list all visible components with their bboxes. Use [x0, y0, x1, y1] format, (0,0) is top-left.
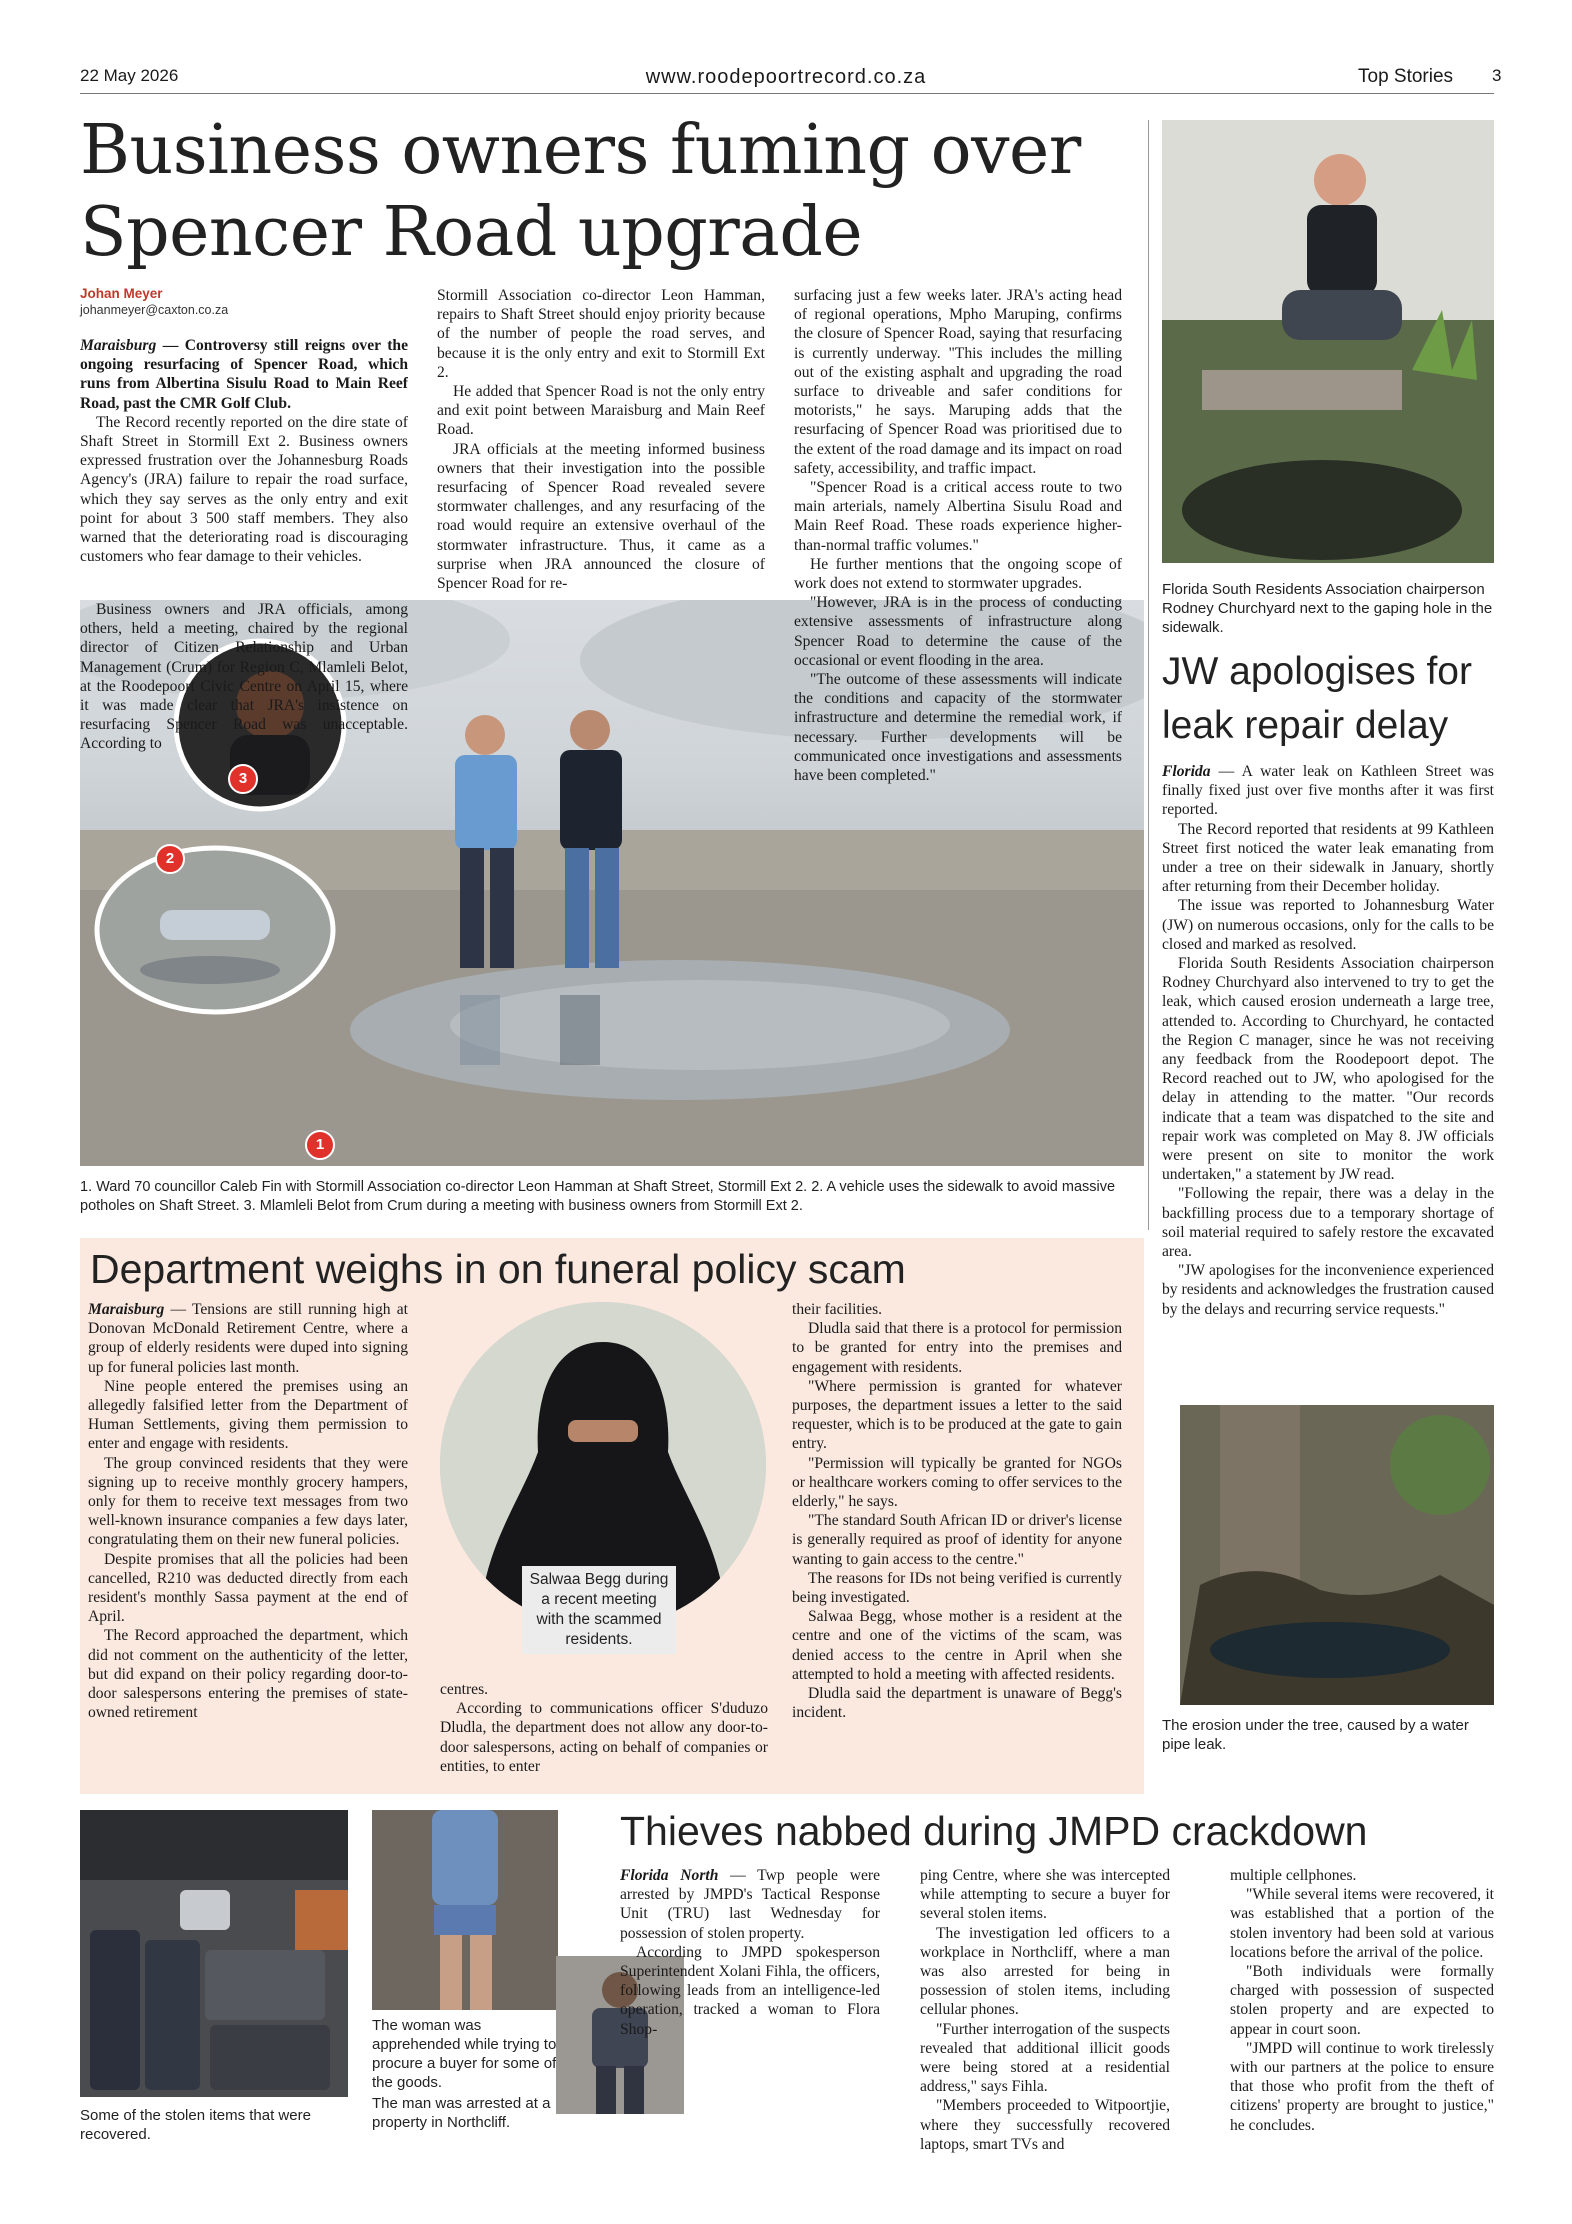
- thieves-col2: [920, 1866, 1170, 2176]
- thieves-paragraph: ping Centre, where she was intercepted while attempting to secure a buyer for several stolen items.: [920, 1867, 1170, 1923]
- main-col2: [437, 286, 765, 626]
- jw-paragraph: "Following the repair, there was a delay in the backfilling process due to a temporary shortage of soil material required to safely restore the excavated area.: [1162, 1185, 1494, 1261]
- main-paragraph: JRA officials at the meeting informed business owners that their investigation into the possible resurfacing of Spencer Road revealed severe stormwater challenges, and any resurfacing of the road would require an extensive overhaul of the stormwater infrastructure. Thus, it came as a surprise when JRA announced the closure of Spencer Road for re-: [437, 440, 765, 593]
- main-paragraph: He further mentions that the ongoing scope of work does not extend to stormwater upgrades.: [794, 555, 1122, 593]
- churchyard-photo: [1162, 120, 1494, 563]
- funeral-paragraph: "The standard South African ID or driver's license is generally required as proof of identity for anyone wanting to gain access to the centre.": [792, 1512, 1122, 1568]
- main-col3: [794, 286, 1122, 846]
- jw-dateline: Florida: [1162, 763, 1211, 780]
- main-paragraph: Business owners and JRA officials, among others, held a meeting, chaired by the regional director of Citizen Relationship and Urban Management (Crum) for Region C, Mlamleli Belot, at the Roodepoort Civic Centre on April 15, where it was made clear that JRA's insistence on resurfacing Spencer Road was unacceptable. According to: [80, 601, 408, 753]
- thieves-lead: — Twp people were arrested by JMPD's Tactical Response Unit (TRU) last Wednesday for possession of stolen property.: [620, 1867, 880, 1942]
- photo-marker-3: 3: [228, 764, 258, 794]
- section-label: Top Stories: [1358, 66, 1454, 87]
- thieves-col1: [620, 1866, 880, 2176]
- thieves-paragraph: According to JMPD spokesperson Superintendent Xolani Fihla, the officers, following leads from an intelligence-led operation, tracked a woman to Flora Shop-: [620, 1943, 880, 2038]
- thieves-paragraph: "Both individuals were formally charged with possession of suspected stolen property and are expected to appear in court soon.: [1230, 1963, 1494, 2038]
- funeral-paragraph: Dludla said that there is a protocol for permission to be granted for entry into the premises and engagement with residents.: [792, 1320, 1122, 1376]
- main-paragraph: "The outcome of these assessments will indicate the conditions and capacity of the stormwater infrastructure and determine the remedial work, if necessary. Further developments will be communicated once investigations and assessments have been completed.": [794, 671, 1122, 785]
- jw-headline: JW apologises for leak repair delay: [1162, 650, 1472, 747]
- sidewalk-hole-illustration: [1162, 120, 1494, 563]
- thieves-col3: [1230, 1866, 1494, 2176]
- funeral-col1: [88, 1300, 408, 1780]
- thieves-paragraph: "Members proceeded to Witpoortjie, where they successfully recovered laptops, smart TVs and: [920, 2097, 1170, 2153]
- jw-paragraph: The issue was reported to Johannesburg Water (JW) on numerous occasions, only for the calls to be closed and marked as resolved.: [1162, 897, 1494, 953]
- jw-paragraph: "JW apologises for the inconvenience experienced by residents and acknowledges the frustration caused by the delays and recurring service requests.": [1162, 1262, 1494, 1318]
- funeral-col3: [792, 1300, 1122, 1784]
- thieves-dateline: Florida North: [620, 1867, 719, 1884]
- funeral-paragraph: Dludla said the department is unaware of Begg's incident.: [792, 1685, 1122, 1722]
- man-caption: The man was arrested at a property in Northcliff.: [372, 2095, 551, 2131]
- header-rule: [80, 93, 1494, 94]
- byline-name: Johan Meyer: [80, 286, 163, 301]
- stolen-items-illustration: [80, 1810, 348, 2097]
- erosion-photo: [1180, 1405, 1494, 1705]
- funeral-paragraph: The Record approached the department, which did not comment on the authenticity of the letter, but did expand on their policy regarding door-to-door salespersons entering the premises of state-owned retirement: [88, 1627, 408, 1722]
- page-number: 3: [1492, 66, 1502, 85]
- thieves-paragraph: "JMPD will continue to work tirelessly with our partners at the police to ensure that those who profit from the theft of citizens' property are brought to justice," he concludes.: [1230, 2039, 1494, 2134]
- thieves-paragraph: The investigation led officers to a workplace in Northcliff, where a man was also arrested for being in possession of stolen items, including cellular phones.: [920, 1924, 1170, 2019]
- churchyard-photo-caption: Florida South Residents Association chairperson Rodney Churchyard next to the gaping hole in the sidewalk.: [1162, 581, 1493, 636]
- main-paragraph: surfacing just a few weeks later. JRA's acting head of regional operations, Mpho Maruping, confirms the closure of Spencer Road, saying that resurfacing is currently underway. "This includes the milling out of the existing asphalt and upgrading the road surface to driveable and safer conditions for motorists," he says. Maruping adds that the resurfacing of Spencer Road was prioritised due to the extent of the road damage and its impact on road safety, accessibility, and traffic impact.: [794, 287, 1122, 477]
- main-col1-lower: [80, 600, 408, 842]
- woman-caption: The woman was apprehended while trying to procure a buyer for some of the goods.: [372, 2017, 557, 2091]
- main-photo-caption: 1. Ward 70 councillor Caleb Fin with Stormill Association co-director Leon Hamman at Shaft Street, Stormill Ext 2. 2. A vehicle uses the sidewalk to avoid massive potholes on Shaft Street. 3. Mlamleli Belot from Crum during a meeting with business owners from Stormill Ext 2.: [80, 1179, 1116, 1214]
- funeral-paragraph: "Permission will typically be granted for NGOs or healthcare workers coming to offer services to the elderly," he says.: [792, 1454, 1122, 1511]
- funeral-paragraph: Nine people entered the premises using an allegedly falsified letter from the Department of Human Settlements, giving them permission to enter and engage with residents.: [88, 1377, 408, 1453]
- jw-lead: — A water leak on Kathleen Street was finally fixed just over five months after it was first reported.: [1162, 763, 1494, 819]
- woman-photo: [372, 1810, 558, 2010]
- funeral-paragraph: The group convinced residents that they were signing up to receive monthly grocery hampers, only for them to receive text messages from two well-known insurance companies a few days later, congratulating them on their new funeral policies.: [88, 1454, 408, 1549]
- thieves-paragraph: "While several items were recovered, it was established that a portion of the stolen inventory had been sold at various locations before the arrival of the police.: [1230, 1886, 1494, 1961]
- photo-marker-1: 1: [305, 1130, 335, 1160]
- salwaa-photo-caption: Salwaa Begg during a recent meeting with the scammed residents.: [522, 1566, 676, 1654]
- main-dateline: Maraisburg: [80, 337, 157, 354]
- funeral-dateline: Maraisburg: [88, 1301, 165, 1318]
- main-headline: Business owners fuming over Spencer Road upgrade: [80, 111, 1081, 272]
- stolen-items-photo: [80, 1810, 348, 2097]
- funeral-paragraph: centres.: [440, 1681, 489, 1698]
- main-paragraph: "Spencer Road is a critical access route to two main arterials, namely Albertina Sisulu Road and Main Reef Road. These roads experience higher-than-normal traffic volumes.": [794, 479, 1122, 554]
- main-paragraph: He added that Spencer Road is not the only entry and exit point between Maraisburg and Main Reef Road.: [437, 383, 765, 439]
- funeral-paragraph: Salwaa Begg, whose mother is a resident at the centre and one of the victims of the scam, was denied access to the centre in April when she attempted to hold a meeting with affected residents.: [792, 1608, 1122, 1683]
- column-divider: [1148, 120, 1149, 1230]
- funeral-paragraph: their facilities.: [792, 1301, 883, 1318]
- photo-marker-2: 2: [155, 844, 185, 874]
- funeral-paragraph: According to communications officer S'duduzo Dludla, the department does not allow any door-to-door salespersons, acting on behalf of companies or entities, to enter: [440, 1700, 768, 1775]
- jw-article: [1162, 762, 1494, 1398]
- erosion-photo-caption: The erosion under the tree, caused by a water pipe leak.: [1162, 1717, 1469, 1753]
- funeral-lead: — Tensions are still running high at Donovan McDonald Retirement Centre, where a group of elderly residents were duped into signing up for funeral policies last month.: [88, 1301, 408, 1376]
- funeral-col2: [440, 1680, 768, 1790]
- jw-paragraph: Florida South Residents Association chairperson Rodney Churchyard also intervened to try to get the leak, which caused erosion underneath a large tree, attended to. According to Churchyard, he contacted the Region C manager, since he was not receiving any feedback from the Roodepoort depot. The Record reached out to JW, who apologised for the delay in attending to the matter. "Our records indicate that a team was dispatched to the site and repair work was completed on May 8. JW officials were present on site to monitor the work undertaken," a statement by JW read.: [1162, 955, 1494, 1184]
- site-url[interactable]: www.roodepoortrecord.co.za: [645, 66, 927, 88]
- main-col1-upper: [80, 336, 408, 600]
- thieves-paragraph: multiple cellphones.: [1230, 1867, 1357, 1884]
- main-paragraph: Stormill Association co-director Leon Hamman, repairs to Shaft Street should enjoy priority because of the number of people the road serves, and because it is the only entry and exit to Stormill Ext 2.: [437, 287, 765, 381]
- funeral-paragraph: Despite promises that all the policies had been cancelled, R210 was deducted directly from each resident's monthly Sassa payment at the end of April.: [88, 1550, 408, 1626]
- tree-erosion-illustration: [1180, 1405, 1494, 1705]
- funeral-paragraph: The reasons for IDs not being verified is currently being investigated.: [792, 1569, 1122, 1607]
- stolen-items-caption: Some of the stolen items that were recovered.: [80, 2107, 311, 2143]
- funeral-headline: Department weighs in on funeral policy scam: [90, 1246, 906, 1292]
- thieves-paragraph: "Further interrogation of the suspects revealed that additional illicit goods were being stored at a residential address," says Fihla.: [920, 2020, 1170, 2096]
- funeral-paragraph: "Where permission is granted for whatever purposes, the department issues a letter to the said requester, which is to be produced at the gate to gain entry.: [792, 1377, 1122, 1453]
- woman-illustration: [372, 1810, 558, 2010]
- main-paragraph: "However, JRA is in the process of conducting extensive assessments of infrastructure along Spencer Road to determine the cause of the occasional or event flooding in the area.: [794, 594, 1122, 669]
- jw-paragraph: The Record reported that residents at 99 Kathleen Street first noticed the water leak emanating from under a tree on their sidewalk in January, shortly after returning from their December holiday.: [1162, 820, 1494, 896]
- thieves-headline: Thieves nabbed during JMPD crackdown: [620, 1808, 1368, 1854]
- issue-date: 22 May 2026: [80, 66, 179, 85]
- byline-email[interactable]: johanmeyer@caxton.co.za: [80, 303, 229, 317]
- main-paragraph: The Record recently reported on the dire state of Shaft Street in Stormill Ext 2. Business owners expressed frustration over the Johannesburg Roads Agency's (JRA) failure to repair the road surface, which they say serves as the only entry and exit point for about 3 500 staff members. They also warned that the deteriorating road is discouraging customers who fear damage to their vehicles.: [80, 413, 408, 566]
- main-lead: — Controversy still reigns over the ongoing resurfacing of Spencer Road, which runs from Albertina Sisulu Road to Main Reef Road, past the CMR Golf Club.: [80, 337, 408, 412]
